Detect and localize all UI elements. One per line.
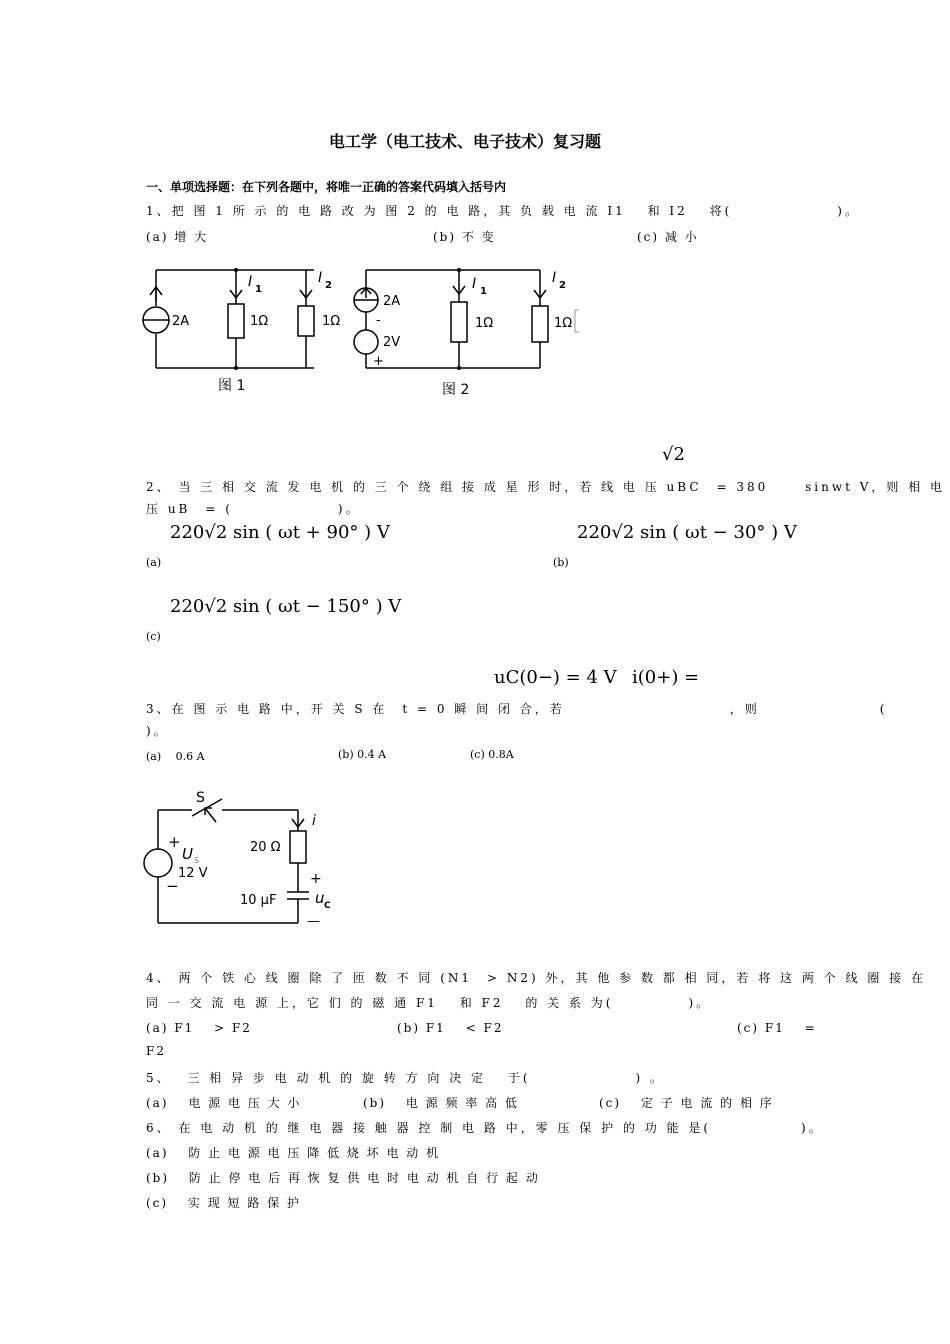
- q4-option-c: (c) F1 =: [737, 1021, 817, 1035]
- q4-option-b: (b) F1 < F2: [397, 1021, 504, 1035]
- fig2-i1-label: I: [472, 276, 477, 292]
- q3-source-subscript: S: [194, 856, 200, 865]
- section-heading: 一、单项选择题：在下列各题中，将唯一正确的答案代码填入括号内: [146, 180, 507, 194]
- q5-option-b: (b) 电 源 频 率 高 低: [363, 1096, 519, 1110]
- q3-cap-minus: —: [307, 914, 320, 929]
- q2-option-a: (a): [146, 556, 162, 569]
- q2-option-b: (b): [553, 556, 569, 569]
- page-title: 电工学（电工技术、电子技术）复习题: [329, 132, 602, 151]
- q3-uc-subscript: C: [324, 901, 331, 911]
- question-4-text-line2: 同 一 交 流 电 源 上，它 们 的 磁 通 F1 和 F2 的 关 系 为( )。: [146, 996, 712, 1010]
- fig1-r1-label: 1Ω: [250, 314, 269, 329]
- q6-option-b: (b) 防 止 停 电 后 再 恢 复 供 电 时 电 动 机 自 行 起 动: [146, 1171, 540, 1185]
- q1-option-c: (c) 减 小: [637, 230, 699, 244]
- q3-formula-i: i(0+) =: [632, 667, 700, 688]
- q2-formula-a: 220√2 sin ( ωt + 90° ) V: [170, 522, 390, 543]
- q1-option-a: (a) 增 大: [146, 230, 209, 244]
- question-4-text-line1: 4、 两 个 铁 心 线 圈 除 了 匝 数 不 同 (N1 > N2) 外，其 他 参 数 都 相 同，若 将 这 两 个 线 圈 接 在: [146, 971, 926, 985]
- q4-option-a: (a) F1 > F2: [146, 1021, 252, 1035]
- q2-formula-c: 220√2 sin ( ωt − 150° ) V: [170, 596, 402, 617]
- fig1-r2-label: 1Ω: [322, 314, 341, 329]
- fig2-plus-sign: +: [373, 354, 384, 369]
- question-3-text-line1: 3、在 图 示 电 路 中，开 关 S 在 t = 0 瞬 间 闭 合，若 ，则 (: [146, 702, 888, 716]
- q6-option-c: (c) 实 现 短 路 保 护: [146, 1196, 301, 1210]
- q1-option-b: (b) 不 变: [433, 230, 496, 244]
- q3-source-label: U: [182, 845, 193, 863]
- q5-option-c: (c) 定 子 电 流 的 相 序: [599, 1096, 774, 1110]
- fig2-i2-subscript: 2: [559, 280, 566, 291]
- figure-2-caption: 图 2: [442, 382, 470, 398]
- fig2-minus-sign: -: [376, 313, 381, 328]
- question-6-text: 6、 在 电 动 机 的 继 电 器 接 触 器 控 制 电 路 中，零 压 保 护 的 功 能 是( )。: [146, 1121, 824, 1135]
- q3-formula-uc: uC(0−) = 4 V: [494, 667, 617, 688]
- fig1-i1-label: I: [248, 274, 253, 290]
- q3-switch-label: S: [196, 790, 205, 806]
- fig2-current-source-label: 2A: [383, 294, 401, 309]
- q3-option-c: (c) 0.8A: [470, 748, 514, 761]
- q3-source-minus: −: [166, 877, 179, 895]
- q3-uc-label: u: [315, 889, 325, 907]
- q3-source-voltage: 12 V: [178, 866, 208, 881]
- q3-source-plus: +: [168, 833, 181, 851]
- q2-formula-b: 220√2 sin ( ωt − 30° ) V: [577, 522, 797, 543]
- question-3-text-line2: )。: [146, 724, 169, 738]
- q4-option-c-continued: F2: [146, 1044, 166, 1058]
- q3-resistor-label: 20 Ω: [250, 840, 281, 855]
- q3-option-b: (b) 0.4 A: [338, 748, 387, 761]
- fig1-i2-subscript: 2: [325, 280, 332, 291]
- q3-option-a: (a) 0.6 A: [146, 750, 205, 763]
- q3-current-label: i: [312, 813, 316, 829]
- fig2-r1-label: 1Ω: [475, 316, 494, 331]
- question-1-text: 1、把 图 1 所 示 的 电 路 改 为 图 2 的 电 路，其 负 载 电 流 I1 和 I2 将( )。: [146, 204, 860, 218]
- q2-option-c: (c): [146, 630, 161, 643]
- question-2-text-line2: 压 uB = ( )。: [146, 502, 361, 516]
- fig2-i2-label: I: [552, 270, 557, 286]
- question-5-text: 5、 三 相 异 步 电 动 机 的 旋 转 方 向 决 定 于( ) 。: [146, 1071, 666, 1085]
- question-2-text-line1: 2、 当 三 相 交 流 发 电 机 的 三 个 绕 组 接 成 星 形 时，若 线 电 压 uBC = 380 sinwt V，则 相 电: [146, 480, 946, 494]
- fig1-i2-label: I: [318, 270, 323, 286]
- figure-2-circuit: [358, 262, 578, 402]
- fig2-r2-label: 1Ω: [554, 316, 573, 331]
- fig2-voltage-source-label: 2V: [383, 335, 401, 350]
- q3-cap-plus: +: [310, 871, 322, 887]
- q2-sqrt2-formula: √2: [662, 444, 685, 465]
- q3-capacitor-label: 10 µF: [240, 893, 277, 908]
- fig1-source-label: 2A: [172, 314, 190, 329]
- figure-1-circuit: [150, 262, 350, 402]
- q3-rc-circuit: [150, 785, 350, 935]
- fig1-i1-subscript: 1: [255, 284, 262, 295]
- q6-option-a: (a) 防 止 电 源 电 压 降 低 烧 坏 电 动 机: [146, 1146, 441, 1160]
- figure-1-caption: 图 1: [218, 378, 246, 394]
- fig2-i1-subscript: 1: [480, 286, 487, 297]
- q5-option-a: (a) 电 源 电 压 大 小: [146, 1096, 302, 1110]
